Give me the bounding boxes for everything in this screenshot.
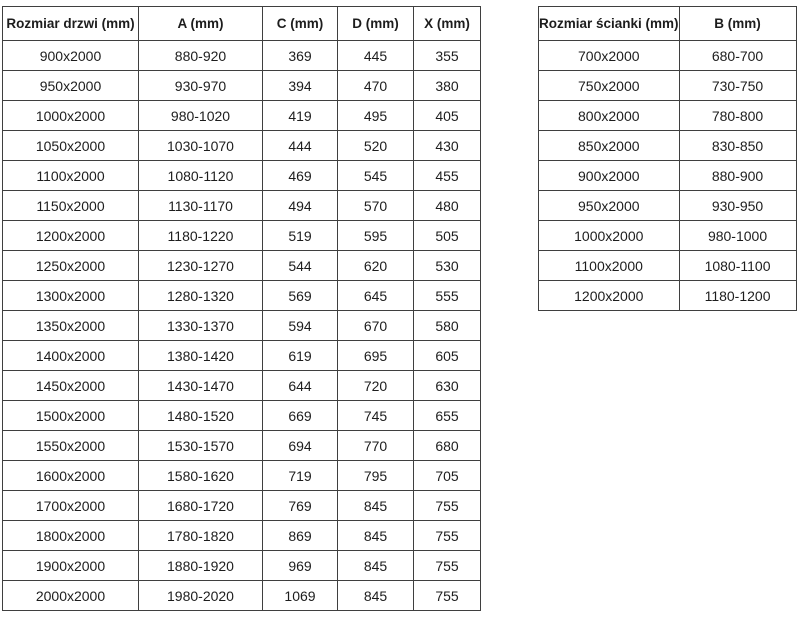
header-row	[539, 7, 797, 41]
table-cell: 1069	[263, 581, 338, 611]
table-cell: 1250x2000	[3, 251, 139, 281]
table-cell: 594	[263, 311, 338, 341]
table-cell: 1700x2000	[3, 491, 139, 521]
table-cell: 555	[414, 281, 481, 311]
table-cell: 1050x2000	[3, 131, 139, 161]
table-cell: 480	[414, 191, 481, 221]
table-cell: 830-850	[679, 131, 796, 161]
table-cell: 1980-2020	[139, 581, 263, 611]
table-cell: 969	[263, 551, 338, 581]
table-cell: 544	[263, 251, 338, 281]
table-cell: 720	[338, 371, 414, 401]
table-cell: 755	[414, 581, 481, 611]
table-row	[539, 221, 797, 251]
table-row	[3, 71, 481, 101]
table-cell: 845	[338, 521, 414, 551]
table-cell: 900x2000	[3, 41, 139, 71]
table-row	[3, 371, 481, 401]
table-cell: 1030-1070	[139, 131, 263, 161]
table-cell: 900x2000	[539, 161, 680, 191]
table-cell: 1080-1120	[139, 161, 263, 191]
table-cell: 795	[338, 461, 414, 491]
table-cell: 520	[338, 131, 414, 161]
table-cell: 694	[263, 431, 338, 461]
table-cell: 444	[263, 131, 338, 161]
table-cell: 880-920	[139, 41, 263, 71]
table-cell: 669	[263, 401, 338, 431]
table-cell: 655	[414, 401, 481, 431]
column-header: B (mm)	[679, 7, 796, 41]
table-row	[3, 521, 481, 551]
table-cell: 569	[263, 281, 338, 311]
table-row	[539, 251, 797, 281]
table-cell: 869	[263, 521, 338, 551]
table-row	[539, 191, 797, 221]
table-cell: 1000x2000	[539, 221, 680, 251]
table-cell: 445	[338, 41, 414, 71]
table-cell: 369	[263, 41, 338, 71]
table-cell: 850x2000	[539, 131, 680, 161]
table-cell: 494	[263, 191, 338, 221]
table-cell: 1900x2000	[3, 551, 139, 581]
table-cell: 430	[414, 131, 481, 161]
table-row	[3, 101, 481, 131]
table-cell: 1780-1820	[139, 521, 263, 551]
table-cell: 755	[414, 491, 481, 521]
table-row	[3, 431, 481, 461]
table-cell: 745	[338, 401, 414, 431]
table-cell: 580	[414, 311, 481, 341]
table-cell: 769	[263, 491, 338, 521]
table-cell: 880-900	[679, 161, 796, 191]
table-cell: 355	[414, 41, 481, 71]
table-cell: 800x2000	[539, 101, 680, 131]
table-row	[3, 581, 481, 611]
table-row	[3, 251, 481, 281]
table-cell: 680-700	[679, 41, 796, 71]
table-cell: 1400x2000	[3, 341, 139, 371]
table-cell: 495	[338, 101, 414, 131]
table-cell: 570	[338, 191, 414, 221]
table-row	[3, 221, 481, 251]
table-cell: 1450x2000	[3, 371, 139, 401]
table-cell: 1080-1100	[679, 251, 796, 281]
table-cell: 519	[263, 221, 338, 251]
table-cell: 1330-1370	[139, 311, 263, 341]
table-row	[3, 311, 481, 341]
table-cell: 1280-1320	[139, 281, 263, 311]
table-cell: 1200x2000	[539, 281, 680, 311]
table-cell: 1500x2000	[3, 401, 139, 431]
header-row	[3, 7, 481, 41]
table-cell: 680	[414, 431, 481, 461]
door-sizes-table	[2, 6, 481, 611]
table-cell: 980-1000	[679, 221, 796, 251]
table-cell: 1180-1200	[679, 281, 796, 311]
table-cell: 1380-1420	[139, 341, 263, 371]
table-cell: 605	[414, 341, 481, 371]
table-cell: 470	[338, 71, 414, 101]
table-cell: 845	[338, 491, 414, 521]
table-cell: 845	[338, 551, 414, 581]
table-cell: 469	[263, 161, 338, 191]
wall-sizes-table	[538, 6, 797, 311]
table-cell: 619	[263, 341, 338, 371]
table-row	[3, 161, 481, 191]
table-cell: 930-950	[679, 191, 796, 221]
table-cell: 1800x2000	[3, 521, 139, 551]
table-row	[539, 161, 797, 191]
table-cell: 930-970	[139, 71, 263, 101]
table-row	[3, 41, 481, 71]
table-cell: 620	[338, 251, 414, 281]
table-cell: 644	[263, 371, 338, 401]
table-row	[3, 461, 481, 491]
table-cell: 630	[414, 371, 481, 401]
table-cell: 770	[338, 431, 414, 461]
table-cell: 980-1020	[139, 101, 263, 131]
table-cell: 705	[414, 461, 481, 491]
table-row	[539, 281, 797, 311]
table-cell: 750x2000	[539, 71, 680, 101]
table-row	[3, 131, 481, 161]
table-cell: 695	[338, 341, 414, 371]
table-cell: 1000x2000	[3, 101, 139, 131]
table-row	[539, 71, 797, 101]
table-cell: 1350x2000	[3, 311, 139, 341]
table-row	[3, 281, 481, 311]
table-cell: 1150x2000	[3, 191, 139, 221]
table-cell: 455	[414, 161, 481, 191]
table-cell: 755	[414, 551, 481, 581]
table-cell: 1230-1270	[139, 251, 263, 281]
table-cell: 1430-1470	[139, 371, 263, 401]
column-header: Rozmiar ścianki (mm)	[539, 7, 680, 41]
column-header: C (mm)	[263, 7, 338, 41]
table-cell: 1530-1570	[139, 431, 263, 461]
table-cell: 1200x2000	[3, 221, 139, 251]
table-cell: 419	[263, 101, 338, 131]
table-cell: 670	[338, 311, 414, 341]
table-cell: 2000x2000	[3, 581, 139, 611]
table-row	[3, 551, 481, 581]
table-cell: 1300x2000	[3, 281, 139, 311]
table-cell: 719	[263, 461, 338, 491]
table-cell: 950x2000	[3, 71, 139, 101]
table-cell: 380	[414, 71, 481, 101]
table-row	[539, 101, 797, 131]
table-cell: 505	[414, 221, 481, 251]
table-cell: 394	[263, 71, 338, 101]
column-header: A (mm)	[139, 7, 263, 41]
table-row	[3, 401, 481, 431]
table-cell: 1480-1520	[139, 401, 263, 431]
table-cell: 645	[338, 281, 414, 311]
table-row	[539, 131, 797, 161]
table-cell: 1130-1170	[139, 191, 263, 221]
table-cell: 730-750	[679, 71, 796, 101]
table-row	[3, 341, 481, 371]
table-cell: 700x2000	[539, 41, 680, 71]
table-cell: 1880-1920	[139, 551, 263, 581]
column-header: X (mm)	[414, 7, 481, 41]
table-cell: 1600x2000	[3, 461, 139, 491]
table-row	[3, 191, 481, 221]
column-header: Rozmiar drzwi (mm)	[3, 7, 139, 41]
table-cell: 405	[414, 101, 481, 131]
table-cell: 1180-1220	[139, 221, 263, 251]
table-cell: 530	[414, 251, 481, 281]
table-cell: 1100x2000	[3, 161, 139, 191]
table-cell: 595	[338, 221, 414, 251]
table-cell: 545	[338, 161, 414, 191]
table-cell: 1100x2000	[539, 251, 680, 281]
table-cell: 1680-1720	[139, 491, 263, 521]
table-cell: 780-800	[679, 101, 796, 131]
table-cell: 950x2000	[539, 191, 680, 221]
table-cell: 845	[338, 581, 414, 611]
table-row	[539, 41, 797, 71]
column-header: D (mm)	[338, 7, 414, 41]
table-cell: 1580-1620	[139, 461, 263, 491]
table-cell: 1550x2000	[3, 431, 139, 461]
table-row	[3, 491, 481, 521]
table-cell: 755	[414, 521, 481, 551]
